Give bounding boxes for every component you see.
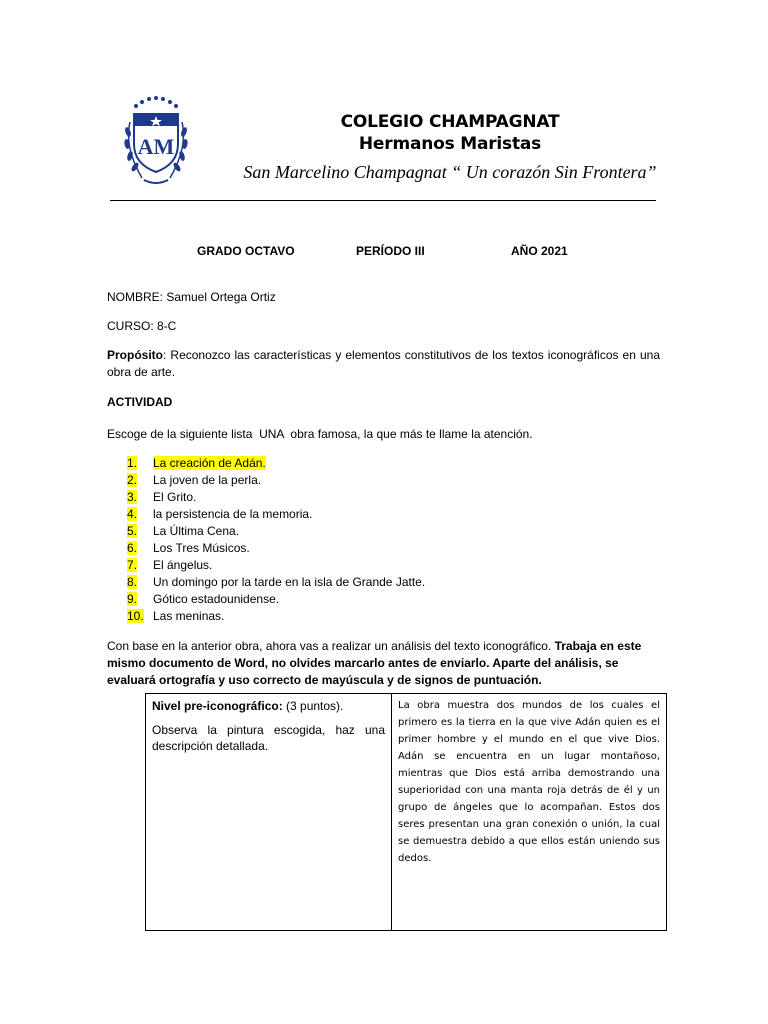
instructions-paragraph xyxy=(107,638,663,689)
list-item xyxy=(127,472,527,489)
answer-cell[interactable]: La obra muestra dos mundos de los cuales el primero es la tierra en la que vive Adán quien es el primer hombre y el mundo en el que vive Dios. Adán se encuentra en un lugar montañoso, mientras que Dios está arriba demostrando una superioridad con una manta roja detrás de él y un grupo de ángeles que lo acompañan. Estos dos seres presentan una gran conexión o unión, la cual se demuestra debido a que ellos están uniendo sus dedos. xyxy=(398,700,660,864)
list-item-label: Un domingo por la tarde en la isla de Grande Jatte. xyxy=(153,575,426,589)
works-list xyxy=(127,455,527,625)
list-item xyxy=(127,540,527,557)
student-course: CURSO: 8-C xyxy=(107,319,177,333)
list-item xyxy=(127,557,527,574)
list-item-number: 1. xyxy=(127,456,138,470)
marist-crest-icon xyxy=(122,92,190,188)
level-instruction: Observa la pintura escogida, haz una descripción detallada. xyxy=(152,723,385,753)
school-header xyxy=(235,111,665,187)
activity-heading: ACTIVIDAD xyxy=(107,395,173,409)
list-item xyxy=(127,591,527,608)
list-item-label: La joven de la perla. xyxy=(153,473,262,487)
list-item-label: La creación de Adán. xyxy=(153,456,266,470)
instructions-bold: Trabaja en este mismo documento de Word, no olvides marcarlo antes de enviarlo. Aparte del análisis, se evaluará ortografía y uso correcto de mayúscula y de signos de puntuación. xyxy=(107,639,642,687)
level-heading xyxy=(152,698,385,714)
list-item-number: 4. xyxy=(127,507,138,521)
level-cell xyxy=(146,694,392,930)
list-item-number: 10. xyxy=(127,609,144,623)
grade-label: GRADO OCTAVO xyxy=(197,244,295,258)
list-item-number: 8. xyxy=(127,575,138,589)
list-item xyxy=(127,608,527,625)
list-item-number: 9. xyxy=(127,592,138,606)
list-item xyxy=(127,523,527,540)
list-item-label: la persistencia de la memoria. xyxy=(153,507,313,521)
list-item-number: 2. xyxy=(127,473,138,487)
header-divider xyxy=(110,200,656,201)
list-item-label: La Última Cena. xyxy=(153,524,240,538)
analysis-table xyxy=(145,693,667,931)
list-item-number: 7. xyxy=(127,558,138,572)
instructions-plain: Con base en la anterior obra, ahora vas a realizar un análisis del texto iconográfico. xyxy=(107,639,555,653)
purpose-text: : Reconozco las características y elementos constitutivos de los textos iconográficos en una obra de arte. xyxy=(107,348,660,379)
list-item-number: 3. xyxy=(127,490,138,504)
list-item-number: 5. xyxy=(127,524,138,538)
level-title: Nivel pre-iconográfico: xyxy=(152,699,283,713)
svg-text:AM: AM xyxy=(137,134,175,159)
list-item xyxy=(127,455,527,472)
list-item-label: Los Tres Músicos. xyxy=(153,541,250,555)
period-label: PERÍODO III xyxy=(356,244,425,258)
student-name: NOMBRE: Samuel Ortega Ortiz xyxy=(107,290,276,304)
purpose-label: Propósito xyxy=(107,348,163,362)
list-item-label: El ángelus. xyxy=(153,558,213,572)
year-label: AÑO 2021 xyxy=(511,244,568,258)
school-subtitle: Hermanos Maristas xyxy=(358,134,542,154)
list-item-label: El Grito. xyxy=(153,490,197,504)
level-points: (3 puntos). xyxy=(282,699,344,713)
list-item xyxy=(127,574,527,591)
school-motto: San Marcelino Champagnat “ Un corazón Sin Frontera” xyxy=(243,162,657,182)
school-name: COLEGIO CHAMPAGNAT xyxy=(340,112,560,132)
activity-instruction: Escoge de la siguiente lista UNA obra famosa, la que más te llame la atención. xyxy=(107,427,533,441)
list-item-label: Gótico estadounidense. xyxy=(153,592,280,606)
list-item xyxy=(127,506,527,523)
list-item-number: 6. xyxy=(127,541,138,555)
purpose-paragraph xyxy=(107,347,660,381)
list-item xyxy=(127,489,527,506)
list-item-label: Las meninas. xyxy=(153,609,225,623)
